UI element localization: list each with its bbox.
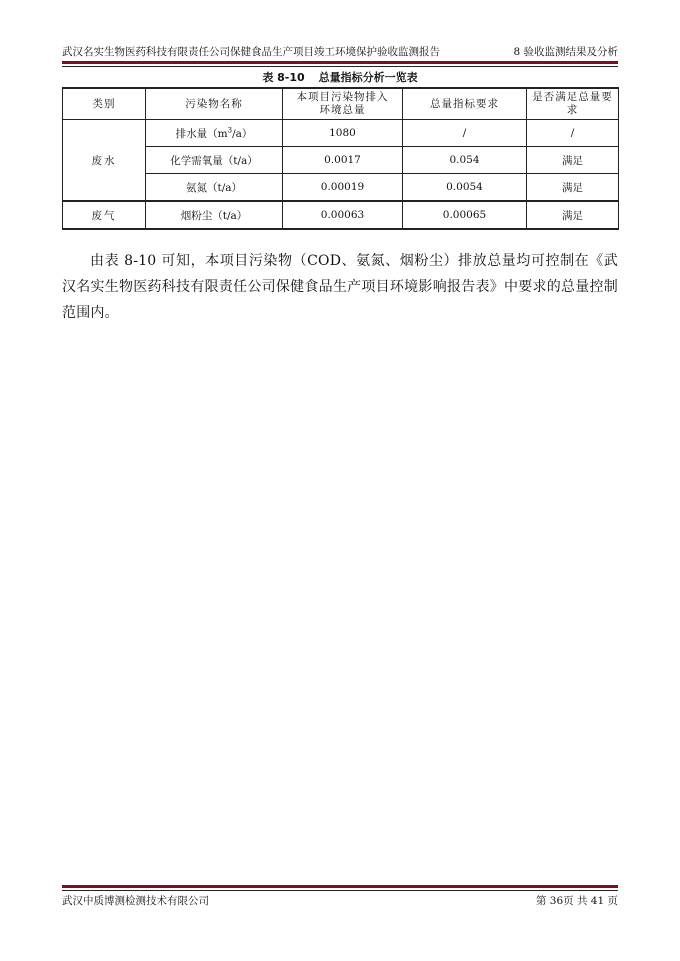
total-cell: 0.0017 bbox=[283, 147, 403, 174]
pollutant-cell: 化学需氧量（t/a） bbox=[146, 147, 283, 174]
meets-cell: / bbox=[527, 120, 619, 147]
table-row bbox=[63, 174, 619, 202]
header-pollutant: 污染物名称 bbox=[146, 88, 283, 120]
meets-cell: 满足 bbox=[527, 147, 619, 174]
total-indicator-table bbox=[62, 87, 619, 230]
category-cell: 废气 bbox=[63, 201, 146, 229]
table-row bbox=[63, 201, 619, 229]
table-caption-title: 总量指标分析一览表 bbox=[318, 71, 418, 84]
meets-cell: 满足 bbox=[527, 174, 619, 202]
pollutant-superscript: 3 bbox=[227, 126, 233, 134]
header-section-title: 8 验收监测结果及分析 bbox=[513, 46, 618, 58]
total-cell: 0.00063 bbox=[283, 201, 403, 229]
header-rule-red bbox=[62, 61, 618, 64]
pollutant-cell: 氨氮（t/a） bbox=[146, 174, 283, 202]
table-caption-number: 表 8-10 bbox=[262, 71, 305, 84]
header-meets: 是否满足总量要求 bbox=[527, 88, 619, 120]
table-caption bbox=[0, 69, 680, 85]
limit-cell: 0.0054 bbox=[403, 174, 527, 202]
footer-rule-thin bbox=[62, 890, 618, 891]
footer-company: 武汉中质博测检测技术有限公司 bbox=[62, 895, 209, 907]
limit-cell: / bbox=[403, 120, 527, 147]
header-total-line1: 本项目污染物排入 bbox=[296, 91, 389, 103]
conclusion-paragraph: 由表 8-10 可知，本项目污染物（COD、氨氮、烟粉尘）排放总量均可控制在《武汉名实生物医药科技有限责任公司保健食品生产项目环境影响报告表》中要求的总量控制范围内。 bbox=[62, 253, 618, 321]
pollutant-cell: 烟粉尘（t/a） bbox=[146, 201, 283, 229]
footer-rule-red bbox=[62, 885, 618, 888]
header-category: 类别 bbox=[63, 88, 146, 120]
table-header-row bbox=[63, 88, 619, 120]
total-cell: 0.00019 bbox=[283, 174, 403, 202]
total-cell: 1080 bbox=[283, 120, 403, 147]
header-rule-thin bbox=[62, 66, 618, 67]
header-total bbox=[283, 88, 403, 120]
limit-cell: 0.00065 bbox=[403, 201, 527, 229]
header-report-title: 武汉名实生物医药科技有限责任公司保健食品生产项目竣工环境保护验收监测报告 bbox=[62, 46, 440, 58]
header-limit: 总量指标要求 bbox=[403, 88, 527, 120]
pollutant-text: 排水量（m bbox=[175, 127, 228, 140]
meets-cell: 满足 bbox=[527, 201, 619, 229]
table-row bbox=[63, 120, 619, 147]
table-row bbox=[63, 147, 619, 174]
footer-page-number: 第 36页 共 41 页 bbox=[535, 895, 618, 907]
category-cell: 废水 bbox=[63, 120, 146, 202]
pollutant-cell bbox=[146, 120, 283, 147]
limit-cell: 0.054 bbox=[403, 147, 527, 174]
header-total-line2: 环境总量 bbox=[319, 104, 366, 116]
pollutant-text-tail: /a） bbox=[232, 127, 253, 140]
